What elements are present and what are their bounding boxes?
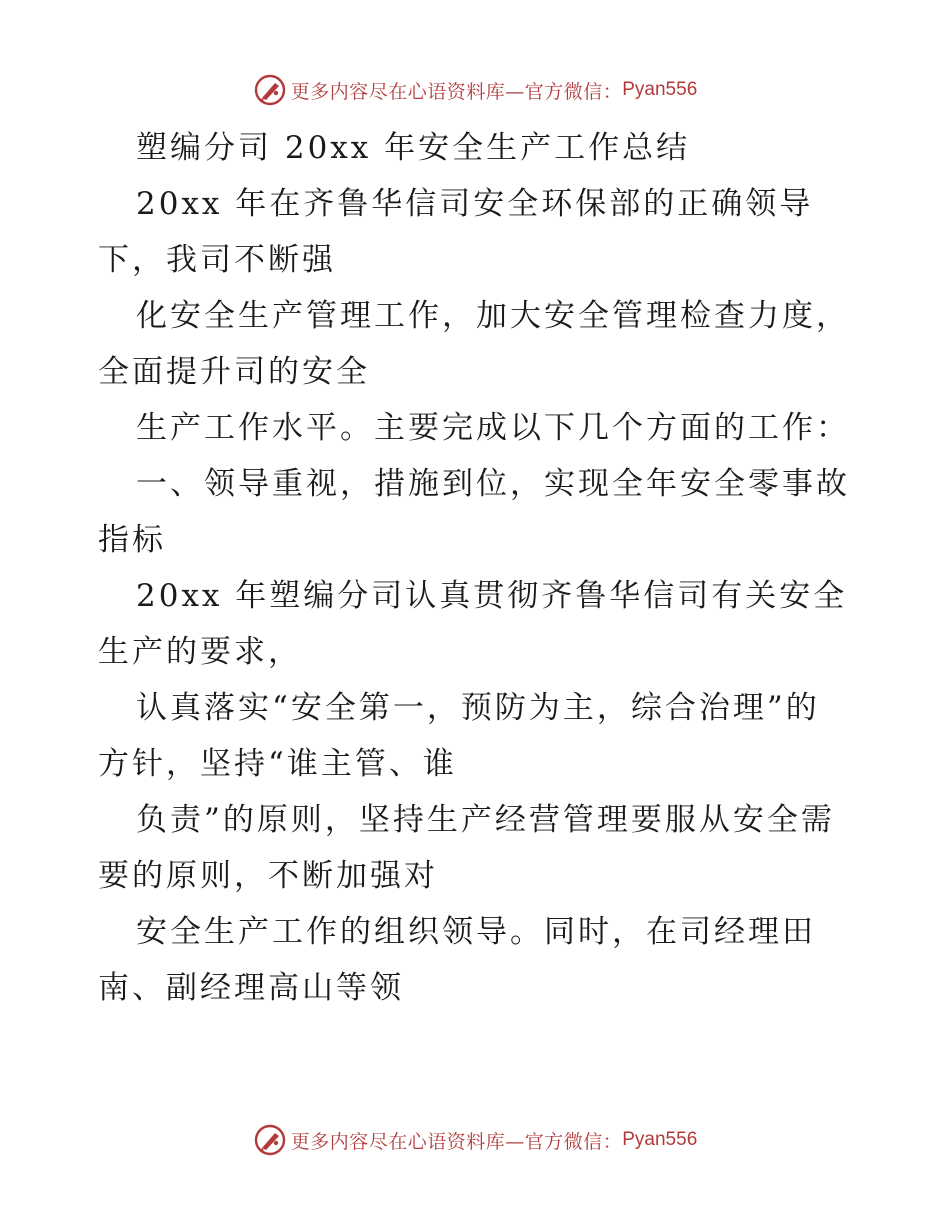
document-body — [98, 120, 858, 1016]
doc-line: 全面提升司的安全 — [98, 354, 370, 390]
doc-line: 安全生产工作的组织领导。同时，在司经理田 — [136, 914, 816, 950]
doc-line: 南、副经理高山等领 — [98, 970, 404, 1006]
doc-line: 生产工作水平。主要完成以下几个方面的工作： — [136, 410, 850, 446]
watermark-wechat-id: Pyan556 — [622, 1129, 698, 1150]
section-heading: 一、领导重视，措施到位，实现全年安全零事故 — [136, 466, 850, 502]
watermark-wechat-id: Pyan556 — [622, 79, 698, 100]
doc-line: 负责”的原则，坚持生产经营管理要服从安全需 — [136, 802, 835, 838]
doc-line: 指标 — [98, 522, 166, 558]
pen-logo-icon — [253, 73, 287, 107]
footer-watermark — [0, 1120, 950, 1160]
doc-line: 要的原则，不断加强对 — [98, 858, 438, 894]
doc-line: 生产的要求， — [98, 634, 302, 670]
doc-title: 塑编分司 20xx 年安全生产工作总结 — [136, 130, 691, 166]
doc-line: 方针，坚持“谁主管、谁 — [98, 746, 457, 782]
doc-line: 20xx 年塑编分司认真贯彻齐鲁华信司有关安全 — [136, 578, 848, 614]
pen-logo-icon — [253, 1123, 287, 1157]
doc-line: 化安全生产管理工作，加大安全管理检查力度， — [136, 298, 850, 334]
doc-line: 下，我司不断强 — [98, 242, 336, 278]
watermark-text: 更多内容尽在心语资料库—官方微信： — [290, 1130, 623, 1153]
watermark-text: 更多内容尽在心语资料库—官方微信： — [290, 80, 623, 103]
doc-line: 20xx 年在齐鲁华信司安全环保部的正确领导 — [136, 186, 814, 222]
header-watermark — [0, 70, 950, 110]
doc-line: 认真落实“安全第一，预防为主，综合治理”的 — [136, 690, 820, 726]
